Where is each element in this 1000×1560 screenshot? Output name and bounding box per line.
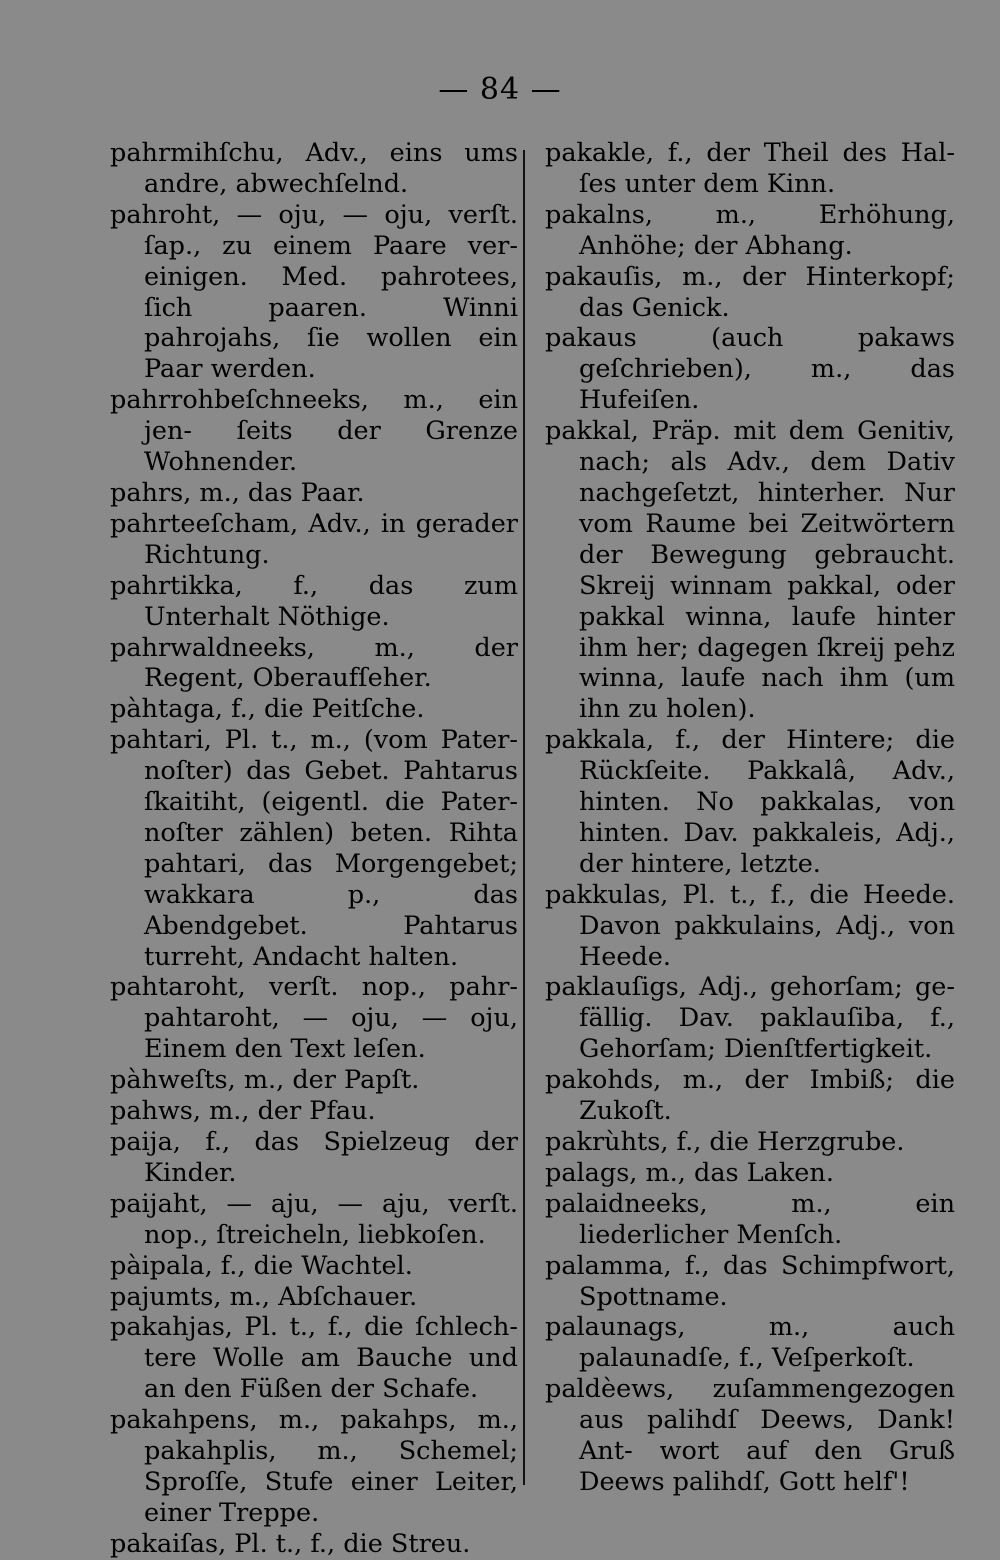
dictionary-entry: palamma, f., das Schimpfwort, Spottname. bbox=[545, 1250, 955, 1312]
dictionary-entry: pahrteeſcham, Adv., in gerader Richtung. bbox=[110, 508, 518, 570]
left-column bbox=[110, 138, 518, 1560]
dictionary-entry: pakohds, m., der Imbiß; die Zukoſt. bbox=[545, 1065, 955, 1127]
column-divider bbox=[523, 150, 525, 1485]
dictionary-entry: pakalns, m., Erhöhung, Anhöhe; der Abhang. bbox=[545, 199, 955, 261]
dictionary-entry: pakkulas, Pl. t., f., die Heede. Davon pakkulains, Adj., von Heede. bbox=[545, 879, 955, 972]
dictionary-entry: pakkala, f., der Hintere; die Rückſeite. Pakkalâ, Adv., hinten. No pakkalas, von hinten. Dav. pakkaleis, Adj., der hintere, letzte. bbox=[545, 725, 955, 879]
dictionary-entry: pàipala, f., die Wachtel. bbox=[110, 1250, 413, 1281]
dictionary-entry: pakauſis, m., der Hinterkopf; das Genick. bbox=[545, 261, 955, 323]
dictionary-entry: pahrrohbeſchneeks, m., ein jen- ſeits der Grenze Wohnender. bbox=[110, 385, 518, 478]
dictionary-entry: pahrmihſchu, Adv., eins ums andre, abwechſelnd. bbox=[110, 138, 518, 199]
dictionary-entry: pajumts, m., Abſchauer. bbox=[110, 1281, 418, 1312]
dictionary-entry: pàhweſts, m., der Papſt. bbox=[110, 1065, 420, 1096]
dictionary-entry: pakaiſas, Pl. t., f., die Streu. bbox=[110, 1528, 471, 1559]
dictionary-entry: pahws, m., der Pfau. bbox=[110, 1096, 376, 1127]
right-column bbox=[545, 138, 955, 1498]
dictionary-entry: pahtari, Pl. t., m., (vom Pater- noſter) das Gebet. Pahtarus ſkaitiht, (eigentl. die Pater- noſter zählen) beten. Rihta pahtari, das Morgengebet; wakkara p., das Abendgebet. Pahtarus turreht, Andacht halten. bbox=[110, 725, 518, 972]
dictionary-entry: pahrwaldneeks, m., der Regent, Oberaufſeher. bbox=[110, 632, 518, 694]
dictionary-entry: pahroht, — oju, — oju, verſt. ſap., zu einem Paare ver- einigen. Med. pahrotees, ſich paaren. Winni pahrojahs, ſie wollen ein Paar werden. bbox=[110, 199, 518, 385]
dictionary-entry: pakrùhts, f., die Herzgrube. bbox=[545, 1127, 905, 1157]
dictionary-entry: pakakle, f., der Theil des Hal- ſes unter dem Kinn. bbox=[545, 138, 955, 199]
dictionary-entry: palaidneeks, m., ein liederlicher Menſch. bbox=[545, 1188, 955, 1250]
dictionary-entry: pakaus (auch pakaws geſchrieben), m., das Hufeiſen. bbox=[545, 323, 955, 416]
dictionary-entry: paklauſigs, Adj., gehorſam; ge- fällig. Dav. paklauſiba, f., Gehorſam; Dienſtfertigkeit. bbox=[545, 972, 955, 1065]
dictionary-entry: palaunags, m., auch palaunadſe, f., Veſperkoſt. bbox=[545, 1312, 955, 1374]
dictionary-entry: pakahpens, m., pakahps, m., pakahplis, m., Schemel; Sproſſe, Stufe einer Leiter, einer Treppe. bbox=[110, 1405, 518, 1528]
dictionary-entry: paldèews, zuſammengezogen aus palihdſ Deews, Dank! Ant- wort auf den Gruß Deews palihdſ, Gott helf'! bbox=[545, 1374, 955, 1497]
dictionary-entry: paija, f., das Spielzeug der Kinder. bbox=[110, 1127, 518, 1188]
dictionary-entry: pahrtikka, f., das zum Unterhalt Nöthige. bbox=[110, 570, 518, 632]
dictionary-entry: palags, m., das Laken. bbox=[545, 1157, 834, 1188]
page-number: — 84 — bbox=[438, 72, 562, 107]
dictionary-entry: pàhtaga, f., die Peitſche. bbox=[110, 694, 425, 725]
dictionary-entry: pahrs, m., das Paar. bbox=[110, 477, 365, 508]
dictionary-entry: paijaht, — aju, — aju, verſt. nop., ſtreicheln, liebkoſen. bbox=[110, 1188, 518, 1250]
dictionary-entry: pahtaroht, verſt. nop., pahr- pahtaroht, — oju, — oju, Einem den Text leſen. bbox=[110, 972, 518, 1065]
dictionary-entry: pakkal, Präp. mit dem Genitiv, nach; als Adv., dem Dativ nachgeſetzt, hinterher. Nur vom Raume bei Zeitwörtern der Bewegung gebraucht. Skreij winnam pakkal, oder pakkal winna, laufe hinter ihm her; dagegen ſkreij pehz winna, laufe nach ihm (um ihn zu holen). bbox=[545, 416, 955, 725]
dictionary-entry: pakahjas, Pl. t., f., die ſchlech- tere Wolle am Bauche und an den Füßen der Schafe. bbox=[110, 1312, 518, 1405]
